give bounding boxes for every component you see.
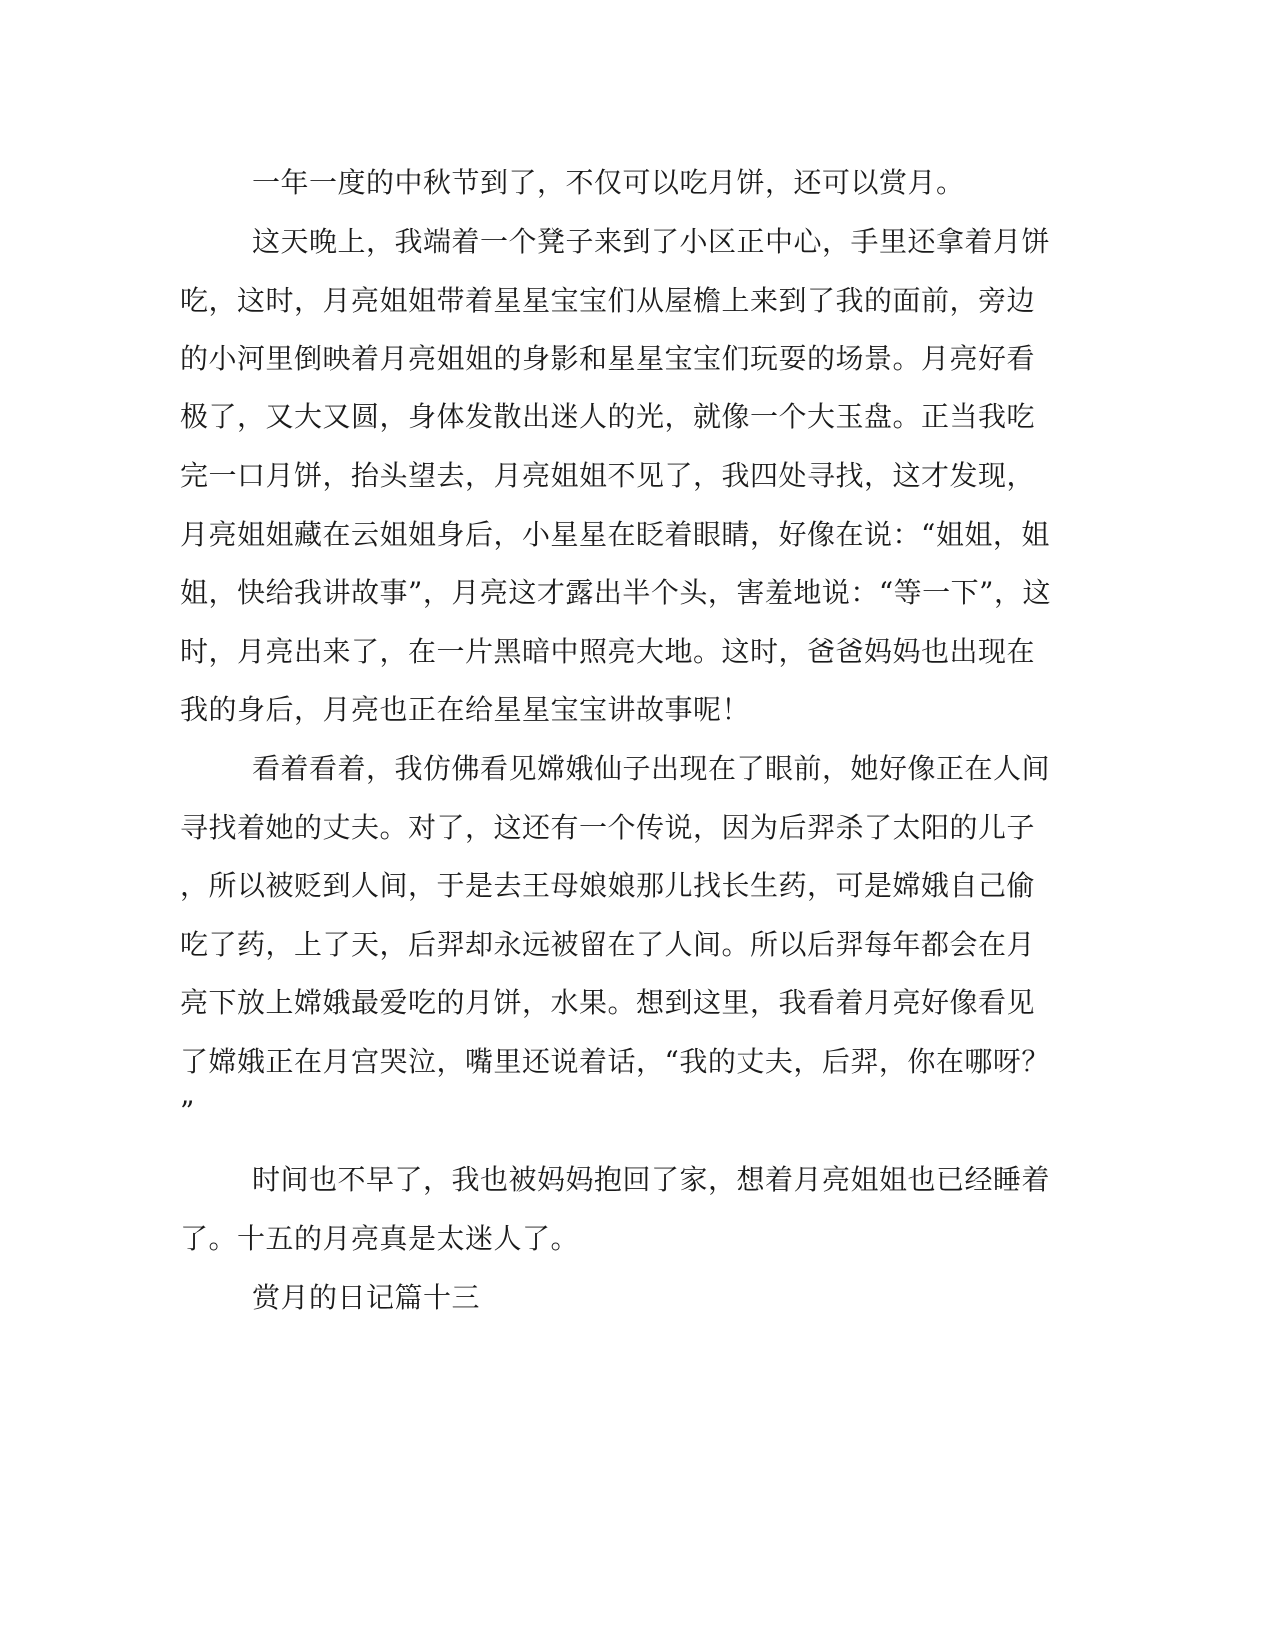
paragraph-4-line-2: 了。十五的月亮真是太迷人了。: [180, 1222, 580, 1255]
paragraph-2-line-2: 吃，这时，月亮姐姐带着星星宝宝们从屋檐上来到了我的面前，旁边: [180, 284, 1036, 317]
paragraph-2-line-5: 完一口月饼，抬头望去，月亮姐姐不见了，我四处寻找，这才发现，: [180, 459, 1036, 492]
paragraph-3-line-2: 寻找着她的丈夫。对了，这还有一个传说，因为后羿杀了太阳的儿子: [180, 811, 1036, 844]
paragraph-3-line-6: 了嫦娥正在月宫哭泣，嘴里还说着话，“我的丈夫，后羿，你在哪呀？: [180, 1045, 1050, 1078]
paragraph-2-line-9: 我的身后，月亮也正在给星星宝宝讲故事呢！: [180, 693, 751, 726]
paragraph-3-line-1: 看着看着，我仿佛看见嫦娥仙子出现在了眼前，她好像正在人间: [252, 752, 1051, 785]
paragraph-3-line-3: ，所以被贬到人间，于是去王母娘娘那儿找长生药，可是嫦娥自己偷: [180, 869, 1036, 902]
paragraph-2-line-1: 这天晚上，我端着一个凳子来到了小区正中心，手里还拿着月饼: [252, 225, 1051, 258]
paragraph-3-line-7: ”: [180, 1095, 195, 1128]
paragraph-3-line-5: 亮下放上嫦娥最爱吃的月饼，水果。想到这里，我看着月亮好像看见: [180, 986, 1036, 1019]
paragraph-2-line-3: 的小河里倒映着月亮姐姐的身影和星星宝宝们玩耍的场景。月亮好看: [180, 342, 1036, 375]
paragraph-2-line-6: 月亮姐姐藏在云姐姐身后，小星星在眨着眼睛，好像在说：“姐姐，姐: [180, 518, 1050, 551]
section-heading: 赏月的日记篇十三: [252, 1281, 481, 1314]
paragraph-3-line-4: 吃了药，上了天，后羿却永远被留在了人间。所以后羿每年都会在月: [180, 928, 1036, 961]
paragraph-2-line-7: 姐，快给我讲故事”，月亮这才露出半个头，害羞地说：“等一下”，这: [180, 576, 1051, 609]
paragraph-2-line-4: 极了，又大又圆，身体发散出迷人的光，就像一个大玉盘。正当我吃: [180, 400, 1036, 433]
paragraph-1-line-1: 一年一度的中秋节到了，不仅可以吃月饼，还可以赏月。: [252, 166, 965, 199]
paragraph-4-line-1: 时间也不早了，我也被妈妈抱回了家，想着月亮姐姐也已经睡着: [252, 1163, 1051, 1196]
paragraph-2-line-8: 时，月亮出来了，在一片黑暗中照亮大地。这时，爸爸妈妈也出现在: [180, 635, 1036, 668]
